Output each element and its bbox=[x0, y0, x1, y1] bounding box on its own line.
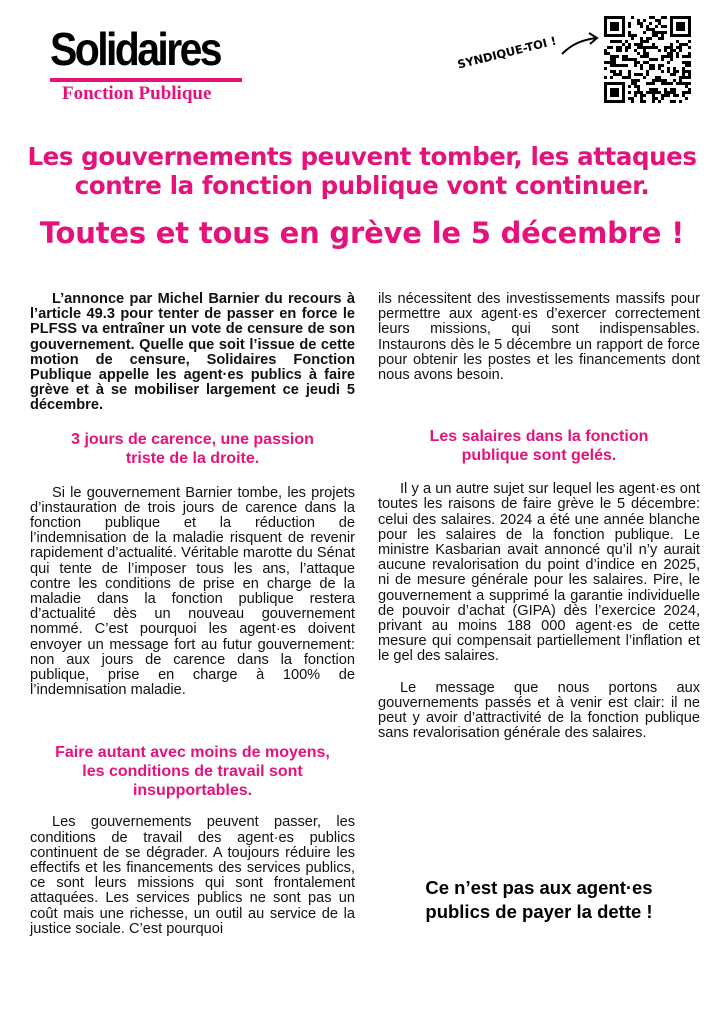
solidaires-logo bbox=[50, 23, 250, 104]
conditions-continuation: ils nécessitent des investissements massifs pour permettre aux agent·es d’exercer correctement leurs missions, qui sont indispensables. Instaurons dès le 5 décembre un rapport de force pour obtenir les postes et les financements dont nous avons besoin. bbox=[378, 291, 700, 384]
closing-statement bbox=[378, 876, 700, 924]
intro-paragraph: L’annonce par Michel Barnier du recours à l’article 49.3 pour tenter de passer en force le PLFSS va entraîner un vote de censure de son gouvernement. Quelle que soit l’issue de cette motion de censure, Solidaires Fonction Publique appelle les agent·es publics à faire grève et à se mobiliser largement ce jeudi 5 décembre. bbox=[30, 291, 355, 414]
arrow-icon bbox=[560, 28, 600, 58]
headline-line-1: Les gouvernements peuvent tomber, les attaques bbox=[27, 142, 697, 171]
logo-title: Solidaires bbox=[50, 23, 220, 76]
section-title-conditions bbox=[30, 743, 355, 800]
carence-paragraph: Si le gouvernement Barnier tombe, les projets d’instauration de trois jours de carence dans la fonction publique et la réduction de l’indemnisation de la maladie risquent de revenir rapidement d’actualité. Véritable marotte du Sénat qui tente de l’imposer tous les ans, l’attaque contre les conditions de prise en charge de la maladie dans la fonction publique restera d’actualité dès un nouveau gouvernement nommé. C’est pourquoi les agent·es doivent envoyer un message fort au futur gouvernement: non aux jours de carence dans la fonction publique, prise en charge à 100% de l’indemnisation maladie. bbox=[30, 484, 355, 699]
salaires-paragraph-2: Le message que nous portons aux gouvernements passés et à venir est clair: il ne peut y avoir d’attractivité de la fonction publique sans revalorisation générale des salaires. bbox=[378, 679, 700, 742]
section-title-line: insupportables. bbox=[132, 782, 253, 800]
section-title-line: Les salaires dans la fonction bbox=[429, 428, 649, 446]
section-title-line: 3 jours de carence, une passion bbox=[71, 430, 314, 448]
section-title-carence bbox=[30, 430, 355, 468]
conditions-paragraph: Les gouvernements peuvent passer, les conditions de travail des agent·es publics continuent de se dégrader. A toujours réduire les effectifs et les financements des services publics, ce sont leurs missions qui sont frontalement attaquées. Les services publics ne sont pas un coût mais une richesse, un outil au service de la justice sociale. C’est pourquoi bbox=[30, 814, 355, 937]
logo-subtitle: Fonction Publique bbox=[62, 83, 212, 104]
section-title-line: publique sont gelés. bbox=[461, 447, 617, 465]
qr-code[interactable] bbox=[604, 16, 691, 103]
left-column bbox=[30, 292, 355, 937]
headline-line-2: contre la fonction publique vont continuer. bbox=[74, 171, 650, 200]
syndique-toi-tagline: SYNDIQUE-TOI ! bbox=[456, 33, 558, 72]
strike-call: Toutes et tous en grève le 5 décembre ! bbox=[39, 216, 685, 250]
right-column bbox=[378, 292, 700, 741]
salaires-paragraph-1: Il y a un autre sujet sur lequel les agent·es ont toutes les raisons de faire grève le 5 décembre: celui des salaires. 2024 a été une année blanche pour les salaires de la fonction publique. Le ministre Kasbarian avait annoncé qu’il n’y aurait aucune revalorisation du point d’indice en 2025, ni de mesure générale pour les salaires. Pire, le gouvernement a supprimé la garantie individuelle de pouvoir d’achat (GIPA) dès l’exercice 2024, privant au moins 188 000 agent·es de cette mesure qui compensait partiellement l’inflation et le gel des salaires. bbox=[378, 481, 700, 665]
headline bbox=[0, 142, 724, 200]
section-title-line: Faire autant avec moins de moyens, bbox=[55, 744, 330, 762]
closing-line-1: Ce n’est pas aux agent·es bbox=[425, 877, 653, 898]
logo-underline bbox=[50, 78, 242, 82]
closing-line-2: publics de payer la dette ! bbox=[425, 901, 653, 922]
section-title-salaires bbox=[378, 427, 700, 465]
section-title-line: triste de la droite. bbox=[125, 449, 260, 467]
section-title-line: les conditions de travail sont bbox=[82, 763, 303, 781]
